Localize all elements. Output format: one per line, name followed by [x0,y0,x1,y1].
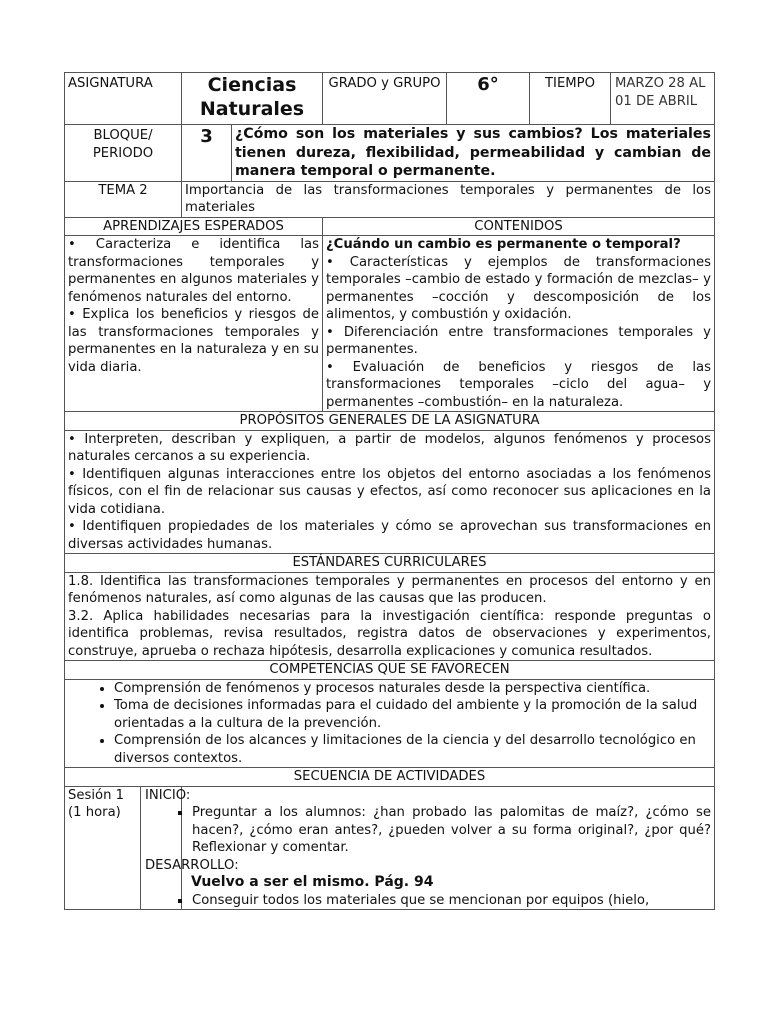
desarrollo-item: ▪ Conseguir todos los materiales que se mencionan por equipos (hielo, [192,892,711,910]
bloque-value: 3 [182,125,232,182]
bloque-text: ¿Cómo son los materiales y sus cambios? Los materiales tienen dureza, flexibilidad, permeabilidad y cambian de manera temporal o permanente. [232,125,715,182]
tiempo-label: TIEMPO [530,73,611,124]
asignatura-label: ASIGNATURA [65,73,182,125]
contenidos-list [323,236,715,412]
tema-text: Importancia de las transformaciones temporales y permanentes de los materiales [182,181,715,217]
grado-value: 6° [447,73,530,125]
proposito-item: • Identifiquen algunas interacciones entre los objetos del entorno asociadas a los fenómenos físicos, con el fin de relacionar sus causas y efectos, así como reconocer sus aplicaciones en la vida cotidiana. [68,466,711,517]
estandares-title: ESTÁNDARES CURRICULARES [65,554,715,573]
tiempo-value: MARZO 28 AL 01 DE ABRIL [615,76,706,109]
contenido-item: • Evaluación de beneficios y riesgos de las transformaciones temporales –ciclo del agua– y permanentes –combustión– en la naturaleza. [326,359,711,410]
grado-label: GRADO y GRUPO [323,73,447,125]
session-label-text: Sesión 1 (1 hora) [68,787,125,820]
aprendizaje-item: • Caracteriza e identifica las transformaciones temporales y permanentes en algunos materiales y fenómenos naturales del entorno. [68,237,319,305]
competencia-item: • Comprensión de los alcances y limitaciones de la ciencia y del desarrollo tecnológico en diversos contextos. [114,732,711,767]
contenidos-question: ¿Cuándo un cambio es permanente o temporal? [326,237,681,252]
propositos-list [65,430,715,554]
estandares-list [65,572,715,661]
estandar-item: 1.8. Identifica las transformaciones temporales y permanentes en procesos del entorno y en fenómenos naturales, así como algunas de las causas que las producen. [68,573,711,606]
secuencia-title: SECUENCIA DE ACTIVIDADES [65,768,715,787]
competencias-title: COMPETENCIAS QUE SE FAVORECEN [65,661,715,680]
asignatura-value: Ciencias Naturales [182,73,323,125]
planning-table [64,72,715,910]
session-body [145,786,715,910]
tema-label: TEMA 2 [65,181,182,217]
competencia-item: • Toma de decisiones informadas para el cuidado del ambiente y la promoción de la salud orientadas a la cultura de la prevención. [114,697,711,732]
proposito-item: • Identifiquen propiedades de los materiales y cómo se aprovechan sus transformaciones en diversas actividades humanas. [68,519,711,552]
competencias-list [65,679,715,768]
desarrollo-heading: Vuelvo a ser el mismo. Pág. 94 [191,874,434,890]
inicio-item: ▪ Preguntar a los alumnos: ¿han probado las palomitas de maíz?, ¿cómo se hacen?, ¿cómo eran antes?, ¿pueden volver a su forma original?, ¿por qué? Reflexionar y comentar. [192,804,711,857]
desarrollo-label: DESARROLLO: [145,857,239,873]
competencia-item: • Comprensión de fenómenos y procesos naturales desde la perspectiva científica. [114,680,711,698]
contenidos-title: CONTENIDOS [323,217,715,236]
contenido-item: • Diferenciación entre transformaciones temporales y permanentes. [326,324,711,357]
proposito-item: • Interpreten, describan y expliquen, a partir de modelos, algunos fenómenos y procesos naturales cercanos a su experiencia. [68,431,711,464]
estandar-item: 3.2. Aplica habilidades necesarias para la investigación científica: responde preguntas o identifica problemas, revisa resultados, registra datos de observaciones y experimentos, construye, aprueba o rechaza hipótesis, desarrolla explicaciones y comunica resultados. [68,608,711,659]
bloque-label: BLOQUE/ PERIODO [65,125,182,182]
aprendizajes-list [65,236,323,412]
inicio-label: INICIO: [145,787,191,803]
aprendizajes-title: APRENDIZAJES ESPERADOS [65,217,323,236]
propositos-title: PROPÓSITOS GENERALES DE LA ASIGNATURA [65,412,715,431]
aprendizaje-item: • Explica los beneficios y riesgos de las transformaciones temporales y permanentes en la naturaleza y en su vida diaria. [68,307,319,375]
contenido-item: • Características y ejemplos de transformaciones temporales –cambio de estado y formación de mezclas– y permanentes –cocción y descomposición de los alimentos, y combustión y oxidación. [326,254,711,322]
